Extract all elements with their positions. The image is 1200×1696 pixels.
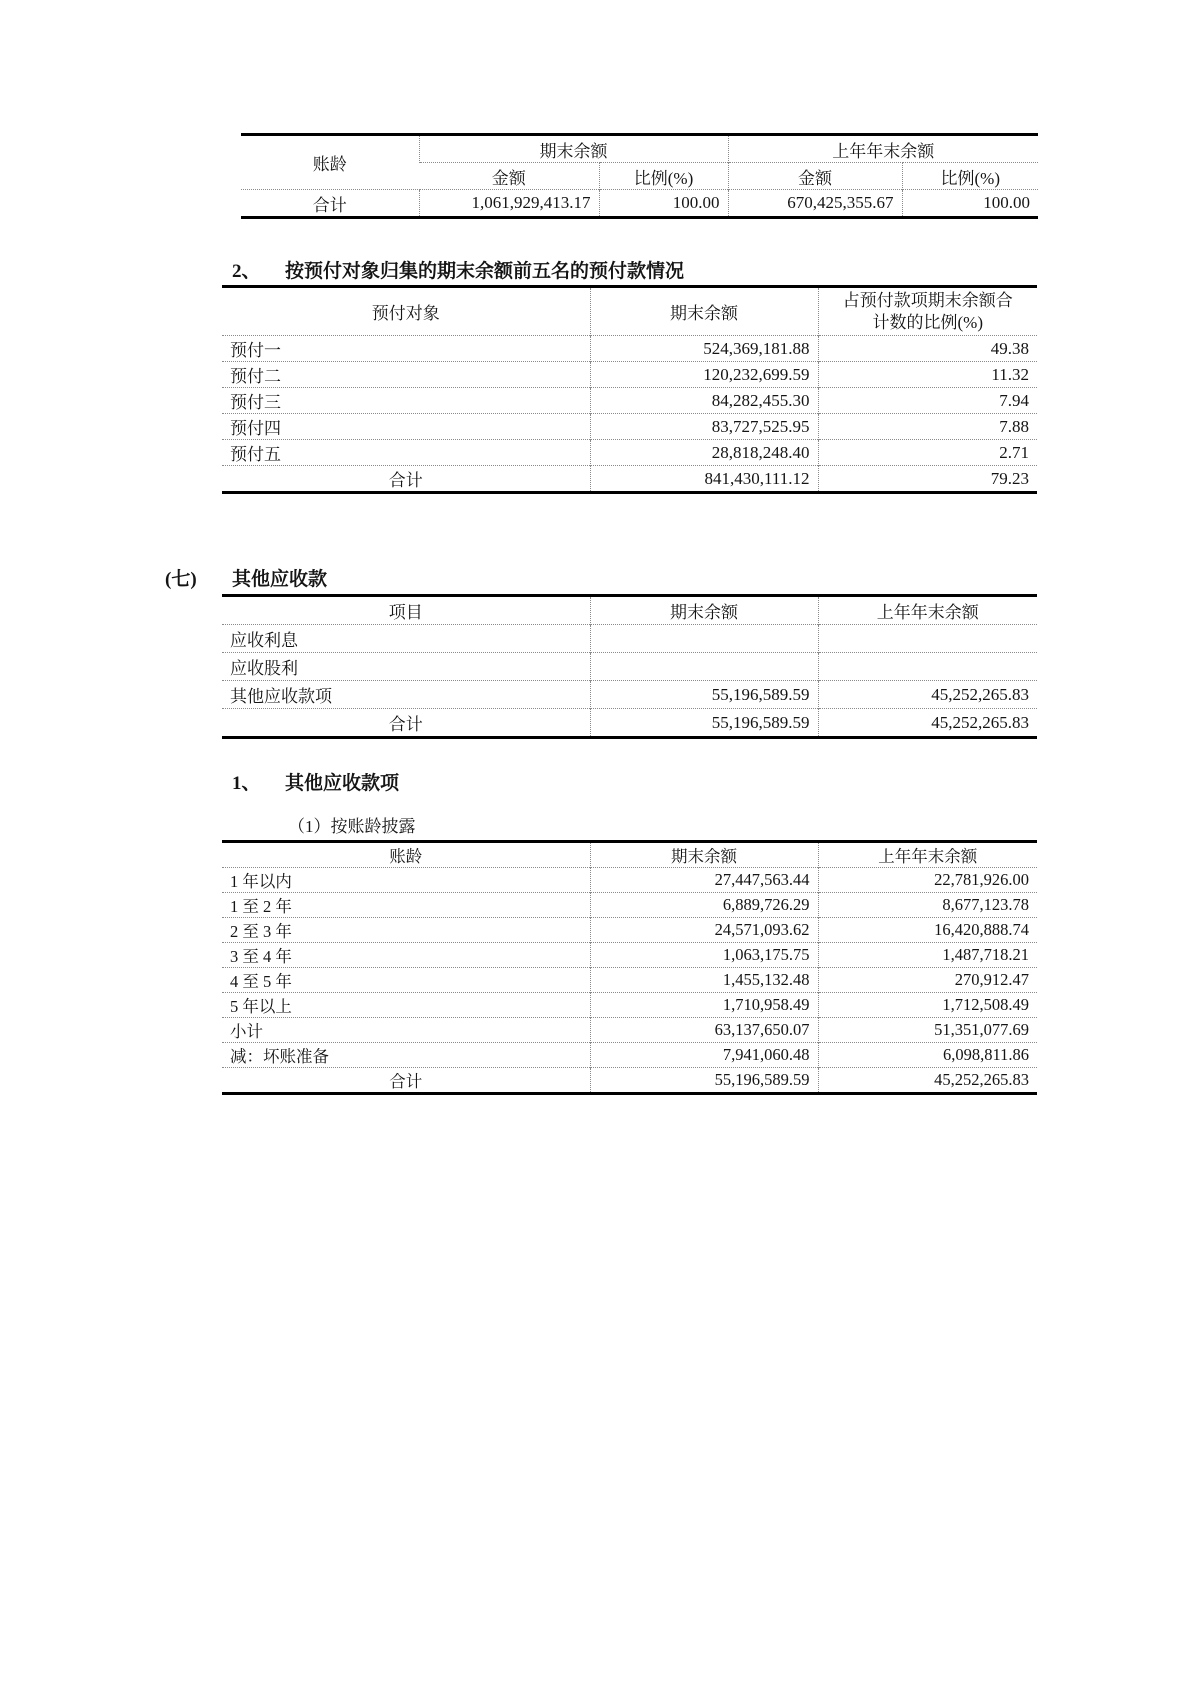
aging-prior: 1,487,718.21 [818, 943, 1037, 968]
table-row [222, 336, 1037, 362]
table-row [222, 388, 1037, 414]
aging-bucket: 1 至 2 年 [222, 893, 590, 918]
provision-prior: 6,098,811.86 [818, 1043, 1037, 1068]
table-row [222, 414, 1037, 440]
prepay-amount: 524,369,181.88 [590, 336, 818, 362]
section-title: 其他应收款 [232, 569, 328, 590]
total-ending-ratio: 100.00 [599, 190, 728, 218]
total-ratio: 79.23 [818, 466, 1037, 493]
aging-detail-table [222, 840, 1037, 1095]
total-label: 合计 [222, 466, 590, 493]
aging-ending: 27,447,563.44 [590, 868, 818, 893]
table-header-row [222, 287, 1037, 336]
table-header-row [241, 135, 1038, 163]
aging-summary-table [241, 133, 1038, 219]
prepay-amount: 84,282,455.30 [590, 388, 818, 414]
aging-prior: 22,781,926.00 [818, 868, 1037, 893]
bad-debt-provision-row [222, 1043, 1037, 1068]
prepay-top5-table [222, 285, 1037, 494]
section-title: 其他应收款项 [285, 773, 400, 794]
aging-prior: 16,420,888.74 [818, 918, 1037, 943]
prepay-name: 预付三 [222, 388, 590, 414]
header-prior-balance: 上年年末余额 [818, 842, 1037, 868]
total-amount: 841,430,111.12 [590, 466, 818, 493]
table-row [222, 681, 1037, 709]
table-row [222, 625, 1037, 653]
total-ending: 55,196,589.59 [590, 709, 818, 738]
section-number: 1、 [232, 773, 261, 794]
table-row [222, 943, 1037, 968]
header-ending-balance: 期末余额 [419, 135, 728, 163]
table-header-row [222, 842, 1037, 868]
subsection-heading-aging-disclosure [288, 812, 416, 837]
table-row [222, 362, 1037, 388]
header-ratio-line2: 计数的比例(%) [872, 312, 983, 332]
prepay-ratio: 7.88 [818, 414, 1037, 440]
section-title: 按预付对象归集的期末余额前五名的预付款情况 [285, 261, 685, 282]
total-ending: 55,196,589.59 [590, 1068, 818, 1094]
aging-ending: 1,710,958.49 [590, 993, 818, 1018]
header-item: 项目 [388, 603, 423, 622]
aging-ending: 24,571,093.62 [590, 918, 818, 943]
item-ending [590, 625, 818, 653]
header-ending-balance: 期末余额 [590, 287, 818, 336]
subheader-amount: 金额 [728, 163, 902, 190]
section-number: (七) [165, 569, 197, 590]
subtotal-row [222, 1018, 1037, 1043]
prepay-ratio: 49.38 [818, 336, 1037, 362]
aging-ending: 1,455,132.48 [590, 968, 818, 993]
prepay-ratio: 7.94 [818, 388, 1037, 414]
total-row [222, 1068, 1037, 1094]
aging-prior: 8,677,123.78 [818, 893, 1037, 918]
header-prepay-object: 预付对象 [371, 304, 440, 323]
total-row [241, 190, 1038, 218]
subheader-ratio: 比例(%) [599, 163, 728, 190]
aging-bucket: 2 至 3 年 [222, 918, 590, 943]
provision-ending: 7,941,060.48 [590, 1043, 818, 1068]
other-receivables-table [222, 594, 1037, 739]
prepay-name: 预付五 [222, 440, 590, 466]
aging-prior: 270,912.47 [818, 968, 1037, 993]
item-prior: 45,252,265.83 [818, 681, 1037, 709]
header-ending-balance: 期末余额 [590, 596, 818, 625]
section-heading-other-receivable-items [232, 768, 399, 795]
item-name: 应收股利 [222, 653, 590, 681]
total-label: 合计 [222, 709, 590, 738]
total-label: 合计 [241, 190, 419, 218]
section-heading-other-receivables [165, 564, 327, 591]
aging-bucket: 1 年以内 [222, 868, 590, 893]
table-row [222, 440, 1037, 466]
header-ratio-line1: 占预付款项期末余额合 [842, 291, 1013, 311]
subheader-amount: 金额 [419, 163, 599, 190]
total-prior-amount: 670,425,355.67 [728, 190, 902, 218]
prepay-name: 预付四 [222, 414, 590, 440]
prepay-amount: 83,727,525.95 [590, 414, 818, 440]
subtotal-ending: 63,137,650.07 [590, 1018, 818, 1043]
prepay-amount: 28,818,248.40 [590, 440, 818, 466]
prepay-name: 预付二 [222, 362, 590, 388]
header-prior-balance: 上年年末余额 [818, 596, 1037, 625]
header-aging: 账龄 [312, 155, 347, 174]
table-row [222, 893, 1037, 918]
total-ending-amount: 1,061,929,413.17 [419, 190, 599, 218]
total-prior-ratio: 100.00 [902, 190, 1038, 218]
subheader-ratio: 比例(%) [902, 163, 1038, 190]
section-heading-prepay-top5 [232, 256, 684, 283]
table-row [222, 968, 1037, 993]
subtotal-label: 小计 [222, 1018, 590, 1043]
item-name: 其他应收款项 [222, 681, 590, 709]
aging-ending: 1,063,175.75 [590, 943, 818, 968]
prepay-amount: 120,232,699.59 [590, 362, 818, 388]
header-ending-balance: 期末余额 [590, 842, 818, 868]
item-name: 应收利息 [222, 625, 590, 653]
provision-label: 减：坏账准备 [222, 1043, 590, 1068]
total-row [222, 709, 1037, 738]
total-label: 合计 [222, 1068, 590, 1094]
table-row [222, 868, 1037, 893]
total-row [222, 466, 1037, 493]
subtotal-prior: 51,351,077.69 [818, 1018, 1037, 1043]
total-prior: 45,252,265.83 [818, 1068, 1037, 1094]
table-row [222, 993, 1037, 1018]
prepay-ratio: 2.71 [818, 440, 1037, 466]
aging-prior: 1,712,508.49 [818, 993, 1037, 1018]
section-number: 2、 [232, 261, 261, 282]
aging-ending: 6,889,726.29 [590, 893, 818, 918]
subsection-title: （1）按账龄披露 [288, 817, 416, 836]
header-prior-balance: 上年年末余额 [728, 135, 1038, 163]
item-prior [818, 653, 1037, 681]
header-aging: 账龄 [389, 847, 423, 866]
table-row [222, 653, 1037, 681]
table-row [222, 918, 1037, 943]
aging-bucket: 5 年以上 [222, 993, 590, 1018]
table-header-row [222, 596, 1037, 625]
header-ratio-of-total [818, 287, 1037, 336]
total-prior: 45,252,265.83 [818, 709, 1037, 738]
item-ending: 55,196,589.59 [590, 681, 818, 709]
aging-bucket: 3 至 4 年 [222, 943, 590, 968]
item-prior [818, 625, 1037, 653]
prepay-ratio: 11.32 [818, 362, 1037, 388]
item-ending [590, 653, 818, 681]
aging-bucket: 4 至 5 年 [222, 968, 590, 993]
prepay-name: 预付一 [222, 336, 590, 362]
